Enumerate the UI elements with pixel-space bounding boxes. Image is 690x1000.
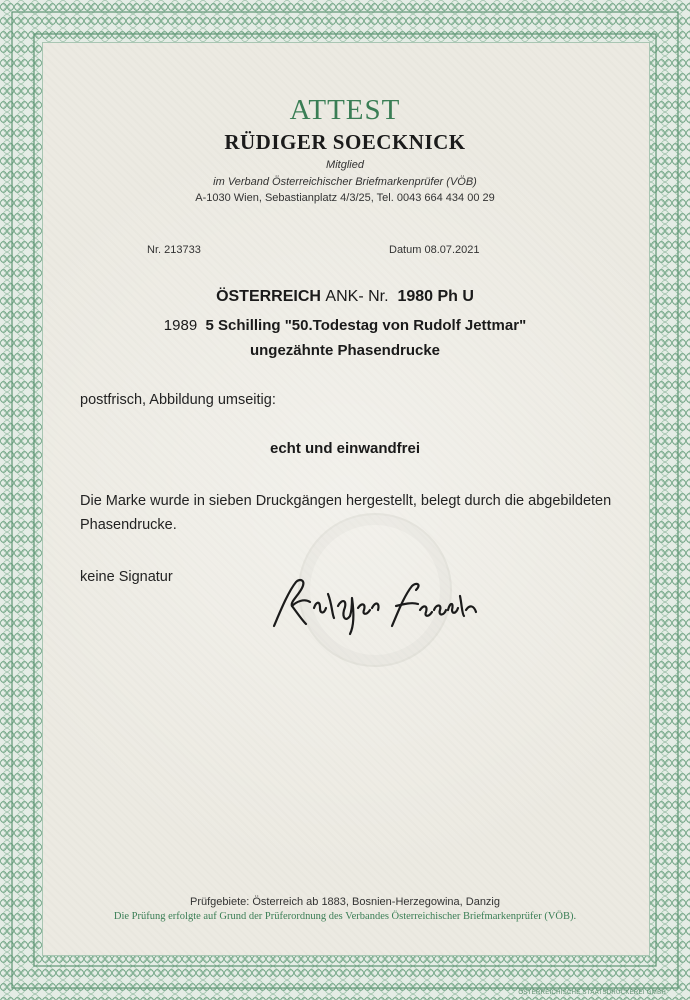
footer-rules: Die Prüfung erfolgte auf Grund der Prüferordnung des Verbandes Österreichischer Briefmarkenprüfer (VÖB).: [113, 911, 577, 922]
ank-number: 1980 Ph U: [397, 288, 474, 305]
association-line: im Verband Österreichischer Briefmarkenprüfer (VÖB): [213, 176, 477, 188]
certificate-number: Nr. 213733: [147, 244, 201, 256]
variant-line: ungezähnte Phasendrucke: [249, 342, 441, 359]
verdict-text: echt und einwandfrei: [269, 440, 420, 457]
address-line: A-1030 Wien, Sebastianplatz 4/3/25, Tel. 0043 664 434 00 29: [195, 192, 495, 204]
member-label: Mitglied: [326, 159, 364, 171]
issue-line: [0, 317, 690, 334]
country: ÖSTERREICH: [216, 288, 321, 305]
ank-label: ANK- Nr.: [325, 288, 389, 305]
condition-text: postfrisch, Abbildung umseitig:: [80, 392, 276, 408]
signature-note: keine Signatur: [80, 569, 173, 585]
remark-text: Die Marke wurde in sieben Druckgängen hergestellt, belegt durch die abgebildeten Phasendrucke.: [80, 493, 612, 533]
issue-title: 5 Schilling "50.Todestag von Rudolf Jettmar": [205, 317, 527, 334]
printer-mark: ÖSTERREICHISCHE STAATSDRUCKEREI GMBH: [518, 990, 666, 996]
examiner-name: RÜDIGER SOECKNICK: [224, 130, 466, 154]
stamp-catalogue-line: [0, 288, 690, 306]
handwritten-signature: [262, 572, 484, 636]
footer-regions: Prüfgebiete: Österreich ab 1883, Bosnien-Herzegowina, Danzig: [189, 896, 500, 908]
certificate-date: Datum 08.07.2021: [389, 244, 480, 256]
certificate-heading: ATTEST: [289, 94, 401, 126]
issue-year: 1989: [163, 317, 198, 334]
